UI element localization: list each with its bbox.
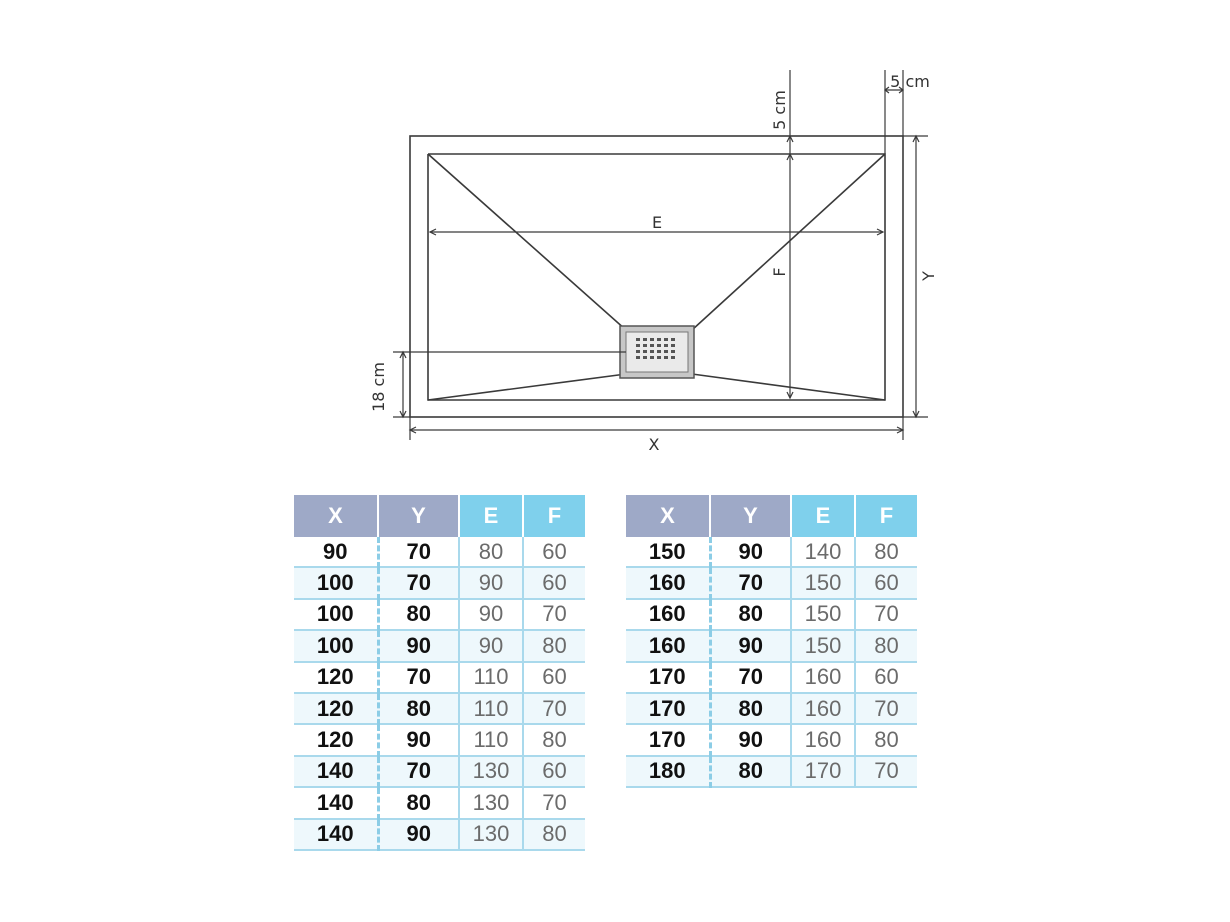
cell-y: 80 [378, 599, 459, 630]
table-row [626, 693, 917, 724]
header-e: E [459, 495, 523, 537]
cell-e: 90 [459, 599, 523, 630]
cell-x: 100 [294, 567, 378, 598]
cell-y: 80 [710, 599, 791, 630]
label-e: E [651, 213, 663, 232]
cell-y: 70 [378, 537, 459, 567]
cell-x: 120 [294, 724, 378, 755]
cell-e: 110 [459, 724, 523, 755]
cell-e: 160 [791, 662, 855, 693]
header-x: X [294, 495, 378, 537]
cell-f: 80 [855, 537, 917, 567]
table-row [626, 567, 917, 598]
cell-e: 170 [791, 756, 855, 787]
cell-y: 70 [710, 662, 791, 693]
label-drain-offset: 18 cm [369, 362, 388, 412]
header-x: X [626, 495, 710, 537]
cell-e: 90 [459, 567, 523, 598]
cell-x: 160 [626, 567, 710, 598]
cell-x: 140 [294, 787, 378, 818]
cell-x: 150 [626, 537, 710, 567]
label-x: X [648, 435, 660, 454]
cell-y: 80 [710, 756, 791, 787]
table-row [626, 599, 917, 630]
table-header-row [294, 495, 585, 537]
cell-y: 90 [710, 724, 791, 755]
header-y: Y [378, 495, 459, 537]
cell-e: 160 [791, 693, 855, 724]
cell-x: 100 [294, 630, 378, 661]
cell-x: 180 [626, 756, 710, 787]
cell-e: 110 [459, 693, 523, 724]
table-header-row [626, 495, 917, 537]
cell-f: 70 [523, 599, 585, 630]
cell-y: 70 [710, 567, 791, 598]
cell-x: 170 [626, 693, 710, 724]
header-f: F [855, 495, 917, 537]
table-row [626, 724, 917, 755]
cell-x: 120 [294, 662, 378, 693]
cell-f: 70 [855, 599, 917, 630]
size-table-right [626, 495, 917, 788]
cell-x: 140 [294, 756, 378, 787]
cell-y: 70 [378, 662, 459, 693]
header-f: F [523, 495, 585, 537]
cell-f: 60 [523, 756, 585, 787]
label-y: Y [919, 271, 938, 281]
table-row [294, 724, 585, 755]
cell-y: 90 [710, 537, 791, 567]
table-row [294, 819, 585, 850]
cell-e: 130 [459, 819, 523, 850]
label-rim-right: 5 cm [890, 72, 930, 91]
cell-e: 130 [459, 787, 523, 818]
slope-line [692, 154, 885, 330]
cell-x: 170 [626, 724, 710, 755]
cell-f: 80 [855, 724, 917, 755]
table-row [294, 630, 585, 661]
cell-y: 80 [710, 693, 791, 724]
cell-e: 80 [459, 537, 523, 567]
cell-y: 70 [378, 756, 459, 787]
table-row [294, 537, 585, 567]
slope-line [428, 154, 626, 330]
cell-f: 60 [855, 662, 917, 693]
cell-e: 160 [791, 724, 855, 755]
cell-f: 60 [523, 662, 585, 693]
label-f: F [770, 267, 789, 277]
cell-x: 170 [626, 662, 710, 693]
header-e: E [791, 495, 855, 537]
cell-y: 90 [378, 724, 459, 755]
cell-y: 80 [378, 787, 459, 818]
cell-f: 70 [855, 693, 917, 724]
cell-x: 120 [294, 693, 378, 724]
cell-f: 80 [855, 630, 917, 661]
table-row [626, 537, 917, 567]
cell-e: 150 [791, 630, 855, 661]
table-row [294, 693, 585, 724]
table-row [626, 630, 917, 661]
table-row [294, 787, 585, 818]
cell-x: 160 [626, 599, 710, 630]
cell-f: 60 [523, 537, 585, 567]
cell-y: 70 [378, 567, 459, 598]
cell-x: 160 [626, 630, 710, 661]
cell-y: 90 [378, 819, 459, 850]
cell-f: 80 [523, 630, 585, 661]
label-rim-top: 5 cm [770, 90, 789, 130]
cell-f: 60 [855, 567, 917, 598]
cell-y: 90 [378, 630, 459, 661]
table-row [294, 599, 585, 630]
header-y: Y [710, 495, 791, 537]
cell-x: 100 [294, 599, 378, 630]
cell-y: 80 [378, 693, 459, 724]
table-row [294, 756, 585, 787]
cell-e: 150 [791, 599, 855, 630]
cell-x: 90 [294, 537, 378, 567]
cell-e: 130 [459, 756, 523, 787]
cell-f: 70 [523, 693, 585, 724]
table-row [294, 567, 585, 598]
cell-f: 70 [523, 787, 585, 818]
cell-y: 90 [710, 630, 791, 661]
cell-e: 150 [791, 567, 855, 598]
cell-f: 80 [523, 724, 585, 755]
size-table-left [294, 495, 585, 851]
cell-f: 80 [523, 819, 585, 850]
table-row [294, 662, 585, 693]
cell-f: 70 [855, 756, 917, 787]
slope-line [428, 374, 626, 400]
cell-f: 60 [523, 567, 585, 598]
cell-e: 140 [791, 537, 855, 567]
cell-x: 140 [294, 819, 378, 850]
drain-grate-icon [620, 326, 694, 378]
table-row [626, 756, 917, 787]
cell-e: 90 [459, 630, 523, 661]
cell-e: 110 [459, 662, 523, 693]
table-row [626, 662, 917, 693]
